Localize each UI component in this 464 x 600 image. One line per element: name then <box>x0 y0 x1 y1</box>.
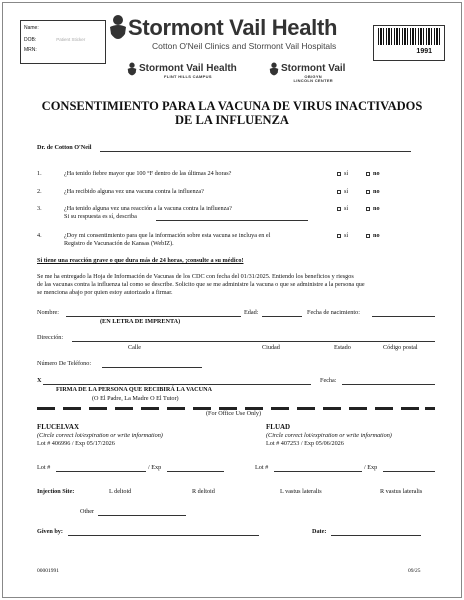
flint-hills-subtitle: FLINT HILLS CAMPUS <box>163 74 212 79</box>
barcode-box <box>373 25 445 61</box>
lincoln-center-logo-icon <box>269 62 279 78</box>
exp-label-2: / Exp <box>364 464 378 471</box>
stormont-vail-logo-icon <box>109 14 127 44</box>
flint-hills-logo <box>139 63 237 79</box>
exp-line-1[interactable] <box>167 471 224 472</box>
form-title-line1: CONSENTIMIENTO PARA LA VACUNA DE VIRUS INACTIVADOS <box>41 99 423 113</box>
lot-label-2: Lot # <box>255 464 269 471</box>
question-1-yes[interactable]: sí <box>337 170 348 178</box>
patient-sticker-text: Patient Sticker <box>56 37 86 42</box>
vaccine-1-lot[interactable]: Lot # 406996 / Exp 05/17/2026 <box>37 440 115 447</box>
patient-name-label: Name: <box>24 25 39 31</box>
codigo-postal-label: Código postal <box>383 344 418 351</box>
consent-form-page <box>2 2 462 598</box>
lot-label-1: Lot # <box>37 464 51 471</box>
given-by-label: Given by: <box>37 528 63 535</box>
patient-mrn-label: MRN: <box>24 47 37 53</box>
flint-hills-logo-icon <box>127 62 137 78</box>
nombre-label: Nombre: <box>37 309 59 316</box>
edad-line[interactable] <box>262 316 302 317</box>
office-use-label: (For Office Use Only) <box>206 410 262 417</box>
vaccine-2-lot[interactable]: Lot # 407253 / Exp 05/06/2026 <box>266 440 344 447</box>
patient-dob-label: DOB: <box>24 37 37 43</box>
lincoln-center-logo <box>281 63 345 83</box>
question-4-no[interactable]: no <box>366 232 380 240</box>
fecha-line[interactable] <box>342 384 435 385</box>
question-4-text2: Registro de Vacunación de Kansas (WebIZ). <box>64 240 174 247</box>
question-4-text: ¿Doy mi consentimiento para que la información sobre esta vacuna se incluya en el <box>64 232 271 239</box>
ciudad-label: Ciudad <box>262 344 280 351</box>
tutor-label: (O El Padre, La Madre O El Tutor) <box>92 395 179 402</box>
telefono-line[interactable] <box>102 367 202 368</box>
vaccine-1-name: FLUCELVAX <box>37 423 80 431</box>
question-1-no[interactable]: no <box>366 170 380 178</box>
nacimiento-line[interactable] <box>372 316 435 317</box>
vaccine-1-hint: (Circle correct lot/expiration or write information) <box>37 432 163 439</box>
question-1-num: 1. <box>37 170 42 177</box>
flint-hills-title: Stormont Vail Health <box>139 63 237 74</box>
lincoln-center-sub2: LINCOLN CENTER <box>293 78 333 83</box>
injection-l-deltoid[interactable]: L deltoid <box>109 488 132 495</box>
firma-label: FIRMA DE LA PERSONA QUE RECIBIRÁ LA VACUNA <box>56 386 213 393</box>
lincoln-center-title: Stormont Vail <box>281 63 346 74</box>
question-3-text: ¿Ha tenido alguna vez una reacción a la vacuna contra la influenza? <box>64 205 232 212</box>
question-3-no[interactable]: no <box>366 205 380 213</box>
consent-line-2: de las vacunas contra la influenza tal como se describe. Solicito que se me administre la vacuna o que se administre a la persona que <box>37 281 365 288</box>
question-4-yes[interactable]: sí <box>337 232 348 240</box>
form-title-line2: DE LA INFLUENZA <box>175 113 289 127</box>
barcode-number: 1991 <box>416 48 432 55</box>
injection-l-vastus[interactable]: L vastus lateralis <box>280 488 322 495</box>
signature-line[interactable] <box>43 384 311 385</box>
injection-r-deltoid[interactable]: R deltoid <box>192 488 215 495</box>
question-2-text: ¿Ha recibido alguna vez una vacuna contra la influenza? <box>64 188 204 195</box>
nombre-line[interactable] <box>66 316 241 317</box>
vaccine-2-name: FLUAD <box>266 423 291 431</box>
doctor-label: Dr. de Cotton O'Neil <box>37 144 92 151</box>
question-2-num: 2. <box>37 188 42 195</box>
signature-x: X <box>37 377 42 384</box>
fecha-label: Fecha: <box>320 377 337 384</box>
consent-line-1: Se me ha entregado la Hoja de Información de Vacunas de los CDC con fecha del 01/31/2025. Entiendo los beneficios y riesgos <box>37 273 354 280</box>
brand-subtitle: Cotton O'Neil Clinics and Stormont Vail Hospitals <box>152 41 337 51</box>
footer-form-number: 00001991 <box>37 568 59 574</box>
barcode-icon <box>378 28 440 45</box>
edad-label: Edad: <box>244 309 259 316</box>
question-3-describe: Si su respuesta es sí, describa <box>64 213 137 220</box>
direccion-line[interactable] <box>72 341 435 342</box>
question-3-yes[interactable]: sí <box>337 205 348 213</box>
doctor-name-line[interactable] <box>100 151 411 152</box>
estado-label: Estado <box>334 344 351 351</box>
injection-r-vastus[interactable]: R vastus lateralis <box>380 488 423 495</box>
exp-line-2[interactable] <box>383 471 435 472</box>
given-by-line[interactable] <box>68 535 259 536</box>
question-3-describe-line[interactable] <box>156 220 308 221</box>
vaccine-2-hint: (Circle correct lot/expiration or write information) <box>266 432 392 439</box>
patient-sticker-box <box>20 20 106 64</box>
date-label: Date: <box>312 528 327 535</box>
lot-line-1[interactable] <box>56 471 146 472</box>
nacimiento-label: Fecha de nacimiento: <box>307 309 360 316</box>
calle-label: Calle <box>128 344 142 351</box>
exp-label-1: / Exp <box>148 464 162 471</box>
letra-imprenta-label: (EN LETRA DE IMPRENTA) <box>100 318 181 325</box>
injection-other-label: Other <box>80 508 95 515</box>
injection-other-line[interactable] <box>98 515 186 516</box>
question-2-no[interactable]: no <box>366 188 380 196</box>
question-2-yes[interactable]: sí <box>337 188 348 196</box>
date-line[interactable] <box>331 535 421 536</box>
lot-line-2[interactable] <box>274 471 362 472</box>
question-3-num: 3. <box>37 205 42 212</box>
question-4-num: 4. <box>37 232 42 239</box>
lincoln-center-sub1: OB/GYN <box>304 74 323 79</box>
injection-site-label: Injection Site: <box>37 488 75 495</box>
reaction-notice: Si tiene una reacción grave o que dura más de 24 horas, ¡consulte a su médico! <box>37 257 244 264</box>
brand-title: Stormont Vail Health <box>128 15 338 40</box>
consent-line-3: se menciona abajo por quien estoy autorizado a firmar. <box>37 289 173 296</box>
telefono-label: Número De Teléfono: <box>37 360 92 367</box>
direccion-label: Dirección: <box>37 334 64 341</box>
footer-revision: 09/25 <box>408 568 421 574</box>
question-1-text: ¿Ha tenido fiebre mayor que 100 °F dentro de las últimas 24 horas? <box>64 170 232 177</box>
